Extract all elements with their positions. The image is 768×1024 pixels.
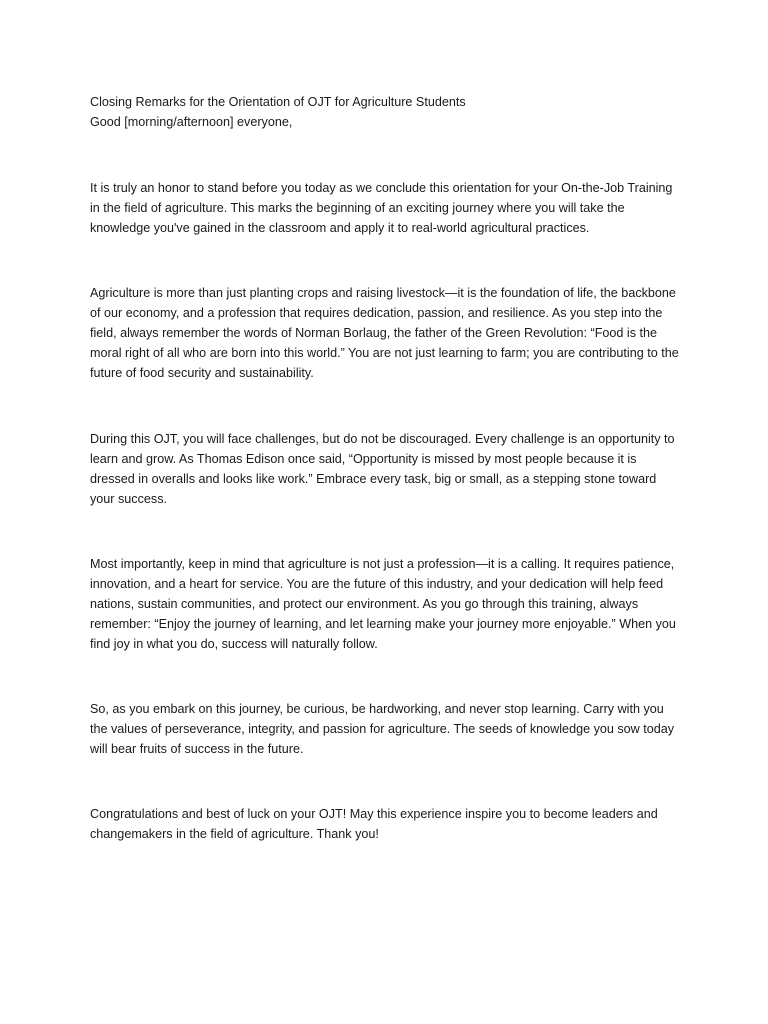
paragraph-3: During this OJT, you will face challenges, but do not be discouraged. Every challenge is an opportunity to learn and grow. As Thomas Edison once said, “Opportunity is missed by most people because it is dressed in overalls and looks like work.” Embrace every task, big or small, as a stepping stone toward your success. (90, 432, 675, 506)
paragraph-6: Congratulations and best of luck on your OJT! May this experience inspire you to become leaders and changemakers in the field of agriculture. Thank you! (90, 807, 658, 841)
document-body (90, 92, 682, 844)
paragraph-2: Agriculture is more than just planting crops and raising livestock—it is the foundation of life, the backbone of our economy, and a profession that requires dedication, passion, and resilience. As you step into the field, always remember the words of Norman Borlaug, the father of the Green Revolution: “Food is the moral right of all who are born into this world.” You are not just learning to farm; you are contributing to the future of food security and sustainability. (90, 286, 679, 380)
paragraph-4: Most importantly, keep in mind that agriculture is not just a profession—it is a calling. It requires patience, innovation, and a heart for service. You are the future of this industry, and your dedication will help feed nations, sustain communities, and protect our environment. As you go through this training, always remember: “Enjoy the journey of learning, and let learning make your journey more enjoyable.” When you find joy in what you do, success will naturally follow. (90, 557, 676, 651)
paragraph-1: It is truly an honor to stand before you today as we conclude this orientation for your On-the-Job Training in the field of agriculture. This marks the beginning of an exciting journey where you will take the knowledge you've gained in the classroom and apply it to real-world agricultural practices. (90, 181, 673, 235)
greeting: Good [morning/afternoon] everyone, (90, 115, 293, 129)
paragraph-5: So, as you embark on this journey, be curious, be hardworking, and never stop learning. Carry with you the values of perseverance, integrity, and passion for agriculture. The seeds of knowledge you sow today will bear fruits of success in the future. (90, 702, 675, 756)
document-title: Closing Remarks for the Orientation of OJT for Agriculture Students (90, 95, 466, 109)
